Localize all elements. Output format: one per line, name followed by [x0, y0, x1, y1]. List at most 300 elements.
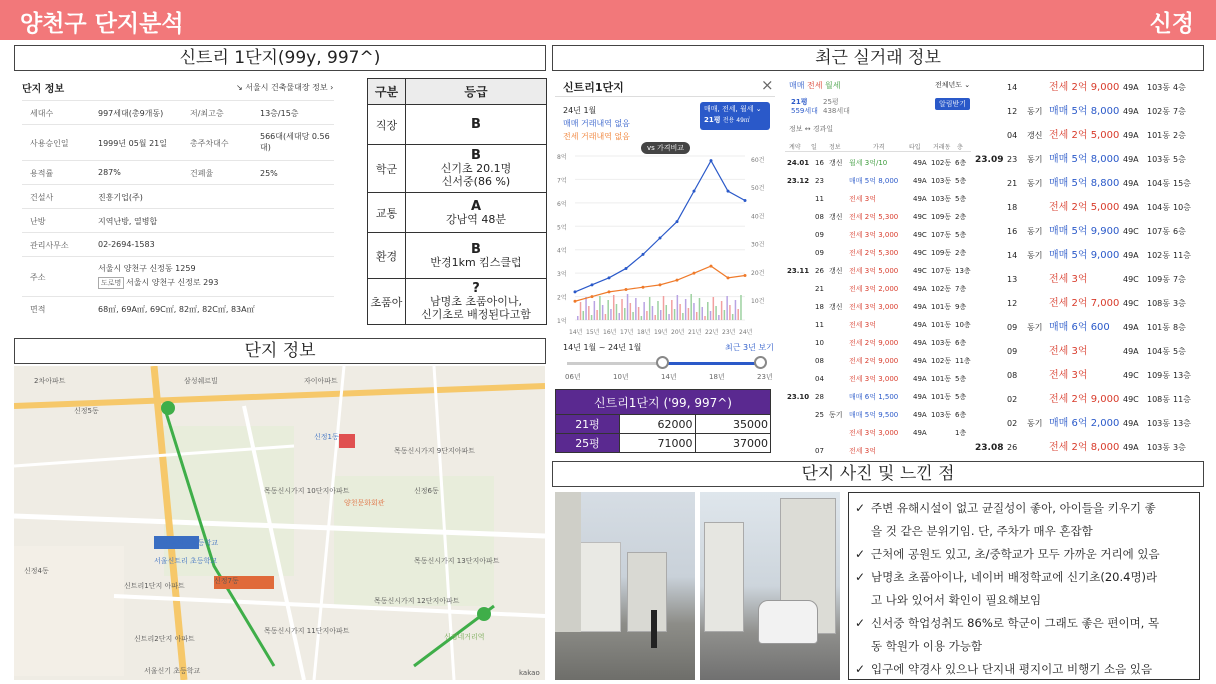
volume-bar	[638, 307, 640, 320]
trade-list-cell-d: 14	[1007, 83, 1018, 92]
volume-bar	[729, 305, 731, 320]
grade-value	[406, 233, 547, 279]
trade-cell-d: 25	[815, 411, 824, 419]
trade-list-cell-f: 8층	[1173, 323, 1186, 332]
grade-value	[406, 145, 547, 193]
info-value: 566대(세대당 0.56대)	[260, 132, 330, 152]
volume-bar	[718, 315, 720, 320]
series-point	[659, 237, 662, 240]
trade-list-cell-d: 14	[1007, 251, 1018, 260]
y2-tick-label: 20건	[751, 269, 765, 277]
volume-bar	[649, 297, 651, 320]
info-row	[22, 256, 334, 296]
trade-cell-p: 전세 2억 5,300	[849, 213, 899, 221]
map-label: 서울양원초등학교	[164, 539, 219, 547]
grade-header-grade: 등급	[406, 79, 547, 105]
size-25[interactable]: 25평 438세대	[823, 98, 850, 115]
size-21[interactable]: 21평 559세대	[791, 98, 818, 115]
info-row	[22, 184, 334, 208]
trade-cell-dong: 101동	[931, 375, 952, 383]
note-line: ✓ 입구에 약경사 있으나 단지내 평지이고 비행기 소음 있음	[855, 658, 1193, 681]
trade-cell-f: 6층	[955, 159, 967, 167]
trade-list-row[interactable]	[975, 148, 1197, 172]
trade-column-label: 일	[811, 144, 817, 151]
info-row	[22, 100, 334, 124]
trade-list-cell-p: 전세 2억 5,000	[1049, 202, 1120, 213]
trade-row[interactable]	[785, 280, 971, 298]
trade-list-row[interactable]	[975, 388, 1197, 412]
map-label: 목동신시가지 13단지아파트	[414, 557, 500, 565]
trade-cell-ty: 49A	[913, 411, 927, 419]
trade-list-row[interactable]	[975, 436, 1197, 460]
trade-cell-f: 1층	[955, 429, 967, 437]
trade-cell-f: 13층	[955, 267, 971, 275]
trade-list-cell-dong: 102동	[1147, 251, 1170, 260]
region-label: 신정	[1149, 11, 1194, 37]
trade-list-cell-ty: 49A	[1123, 419, 1139, 428]
volume-bar	[690, 294, 692, 320]
volume-bar	[624, 308, 626, 320]
trade-list-row[interactable]	[975, 316, 1197, 340]
info-table-title: 단지 정보	[22, 84, 65, 95]
trade-list-cell-dong: 107동	[1147, 227, 1170, 236]
trade-list-cell-p: 전세 3억	[1049, 370, 1088, 381]
volume-bar	[594, 301, 596, 320]
trade-list-cell-d: 13	[1007, 275, 1018, 284]
chart-month: 24년 1월	[563, 106, 597, 115]
volume-bar	[591, 315, 593, 320]
trade-cell-dong: 107동	[931, 267, 952, 275]
info-key: 사용승인일	[30, 139, 69, 148]
trade-cell-f: 2층	[955, 213, 967, 221]
x-tick-label: 19년	[654, 329, 668, 336]
range-fill	[662, 362, 762, 365]
trade-cell-t: 갱신	[829, 159, 843, 167]
trade-list-cell-f: 4층	[1173, 83, 1186, 92]
info-key: 용적률	[30, 169, 54, 178]
trade-list-cell-d: 16	[1007, 227, 1018, 236]
trade-row[interactable]	[785, 388, 971, 406]
trade-row[interactable]	[785, 190, 971, 208]
volume-bar	[627, 294, 629, 320]
photos-heading: 단지 사진 및 느낀 점	[552, 461, 1204, 487]
volume-bar	[635, 298, 637, 320]
info-row	[22, 124, 334, 160]
price-chart-panel	[555, 74, 775, 384]
trade-panel	[785, 74, 971, 460]
trade-list-cell-p: 전세 2억 8,000	[1049, 442, 1120, 453]
trade-list-cell-t: 동기	[1027, 107, 1043, 116]
trade-cell-d: 11	[815, 195, 824, 203]
trade-list-cell-p: 전세 3억	[1049, 274, 1088, 285]
range-handle-end[interactable]	[754, 356, 767, 369]
trade-list-cell-t: 동기	[1027, 227, 1043, 236]
trade-list-cell-ty: 49A	[1123, 323, 1139, 332]
trade-cell-ty: 49A	[913, 393, 927, 401]
trade-cell-dong: 109동	[931, 213, 952, 221]
info-key: 총주차대수	[190, 139, 229, 148]
grade-category: 학군	[368, 145, 406, 193]
volume-bar	[702, 307, 704, 320]
trade-list-cell-f: 5층	[1173, 155, 1186, 164]
volume-bar	[643, 302, 645, 320]
trade-cell-f: 5층	[955, 375, 967, 383]
trade-cell-ty: 49A	[913, 357, 927, 365]
location-map[interactable]	[14, 366, 545, 680]
trade-list-cell-ty: 49C	[1123, 371, 1139, 380]
note-line: 고 나와 있어서 확인이 필요해보임	[871, 593, 1042, 607]
trade-list-row[interactable]	[975, 78, 1197, 100]
volume-bar	[602, 305, 604, 320]
trade-cell-d: 23	[815, 177, 824, 185]
trade-cell-ty: 49A	[913, 195, 927, 203]
info-value: 68㎡, 69A㎡, 69C㎡, 82㎡, 82C㎡, 83A㎡	[98, 305, 255, 314]
trade-list-row[interactable]	[975, 172, 1197, 196]
map-label: kakao	[519, 669, 540, 677]
trade-cell-dong: 103동	[931, 195, 952, 203]
trade-cell-f: 5층	[955, 195, 967, 203]
trade-cell-p: 전세 3억 3,000	[849, 375, 899, 383]
trade-row[interactable]	[785, 226, 971, 244]
trade-cell-t: 갱신	[829, 303, 843, 311]
price-row	[556, 415, 771, 434]
x-tick-label: 14년	[569, 329, 583, 336]
trade-cell-f: 5층	[955, 231, 967, 239]
series-point	[744, 199, 747, 202]
alert-button[interactable]: 알림받기	[935, 98, 970, 110]
trade-row[interactable]	[785, 298, 971, 316]
trade-cell-ty: 49A	[913, 429, 927, 437]
trade-cell-d: 08	[815, 357, 824, 365]
sort-option[interactable]: 정보 ↔ 경과일	[789, 125, 834, 133]
trade-cell-d: 04	[815, 375, 824, 383]
x-tick-label: 24년	[739, 329, 753, 336]
trade-cell-ty: 49C	[913, 213, 927, 221]
trade-list-cell-d: 09	[1007, 323, 1018, 332]
trade-list-cell-dong: 103동	[1147, 83, 1170, 92]
trade-list-cell-f: 11층	[1173, 395, 1191, 404]
trade-list-cell-dong: 108동	[1147, 395, 1170, 404]
trade-cell-p: 전세 3억	[849, 195, 876, 203]
trade-list-cell-ym: 23.08	[975, 443, 1004, 453]
volume-bar	[704, 316, 706, 320]
y-tick-label: 2억	[557, 294, 567, 302]
trade-list-cell-f: 7층	[1173, 275, 1186, 284]
volume-bar	[735, 300, 737, 320]
trade-cell-f: 6층	[955, 339, 967, 347]
trade-cell-p: 월세 3억/10	[849, 159, 888, 167]
price-line-chart	[555, 152, 775, 338]
trade-list-cell-ty: 49C	[1123, 299, 1139, 308]
trade-cell-ym: 24.01	[787, 159, 810, 167]
trade-list-cell-d: 26	[1007, 443, 1018, 452]
trade-cell-p: 전세 3억 3,000	[849, 231, 899, 239]
trade-cell-t: 갱신	[829, 213, 843, 221]
divider	[555, 96, 775, 97]
volume-bar	[674, 309, 676, 320]
series-point	[710, 265, 713, 268]
trade-column-label: 정보	[829, 144, 841, 151]
y2-tick-label: 60건	[751, 157, 765, 164]
trade-column-label: 층	[957, 144, 963, 151]
volume-bar	[621, 299, 623, 320]
trade-list-cell-f: 2층	[1173, 131, 1186, 140]
trade-cell-f: 10층	[955, 321, 971, 329]
volume-bar	[585, 297, 587, 320]
trade-list-row[interactable]	[975, 220, 1197, 244]
trade-list-cell-d: 04	[1007, 131, 1018, 140]
series-point	[591, 295, 594, 298]
trade-list-cell-f: 11층	[1173, 251, 1191, 260]
x-tick-label: 18년	[637, 329, 651, 336]
volume-bar	[668, 314, 670, 320]
series-point	[574, 290, 577, 293]
size-cell: 25평	[556, 434, 620, 453]
volume-bar	[707, 302, 709, 320]
trade-list-cell-ym: 23.09	[975, 155, 1004, 165]
map-label: 목동신시가지 11단지아파트	[264, 627, 350, 635]
trade-list-row[interactable]	[975, 412, 1197, 436]
trade-list-row[interactable]	[975, 124, 1197, 148]
info-row	[22, 208, 334, 232]
trade-list-cell-d: 02	[1007, 419, 1018, 428]
info-key: 주소	[30, 273, 46, 282]
trade-list-cell-dong: 109동	[1147, 371, 1170, 380]
trade-list-cell-f: 6층	[1173, 227, 1186, 236]
trade-cell-d: 08	[815, 213, 824, 221]
grade-category: 교통	[368, 193, 406, 233]
volume-bar	[652, 306, 654, 320]
info-row	[22, 232, 334, 256]
trade-row[interactable]	[785, 244, 971, 262]
trade-row[interactable]	[785, 172, 971, 190]
note-line: ✓ 주변 유해시설이 없고 균질성이 좋아, 아이들을 키우기 좋	[855, 497, 1193, 520]
trade-cell-ym: 23.12	[787, 177, 810, 185]
grade-row	[368, 193, 547, 233]
trade-cell-dong: 101동	[931, 393, 952, 401]
trade-list-cell-f: 3층	[1173, 299, 1186, 308]
trade-cell-dong: 102동	[931, 159, 952, 167]
trade-list-cell-ty: 49A	[1123, 83, 1139, 92]
series-point	[642, 286, 645, 289]
trade-list-row[interactable]	[975, 244, 1197, 268]
map-label: 삼성쉐르빌	[184, 377, 218, 385]
volume-bar	[630, 303, 632, 320]
trade-list-row[interactable]	[975, 196, 1197, 220]
trade-cell-ym: 23.10	[787, 393, 810, 401]
volume-bar	[677, 295, 679, 320]
jeonse-price-cell: 35000	[695, 415, 771, 434]
trade-list-row[interactable]	[975, 268, 1197, 292]
trade-cell-f: 7층	[955, 285, 967, 293]
volume-bar	[641, 316, 643, 320]
volume-bar	[577, 316, 579, 320]
trade-row[interactable]	[785, 370, 971, 388]
trade-list-cell-f: 13층	[1173, 419, 1191, 428]
map-label: 서울신트리 초등학교	[154, 557, 218, 565]
jeonse-price-cell: 37000	[695, 434, 771, 453]
trade-list-row[interactable]	[975, 292, 1197, 316]
trade-list-cell-ty: 49A	[1123, 107, 1139, 116]
trade-list-cell-p: 매매 6억 2,000	[1049, 418, 1120, 429]
trade-row[interactable]	[785, 424, 971, 442]
volume-bar	[721, 301, 723, 320]
building-registry-link[interactable]: ↘ 서울시 건축물대장 정보 ›	[236, 83, 334, 92]
trade-row[interactable]	[785, 352, 971, 370]
volume-bar	[588, 306, 590, 320]
trade-list-cell-p: 전세 2억 5,000	[1049, 130, 1120, 141]
y-tick-label: 8억	[557, 154, 567, 161]
trade-cell-d: 18	[815, 303, 824, 311]
trade-list-cell-f: 10층	[1173, 203, 1191, 212]
trade-list-cell-dong: 108동	[1147, 299, 1170, 308]
y2-tick-label: 40건	[751, 213, 765, 221]
price-summary-table	[555, 389, 771, 453]
trade-list-cell-p: 전세 2억 7,000	[1049, 298, 1120, 309]
volume-bar	[580, 302, 582, 320]
trade-row[interactable]	[785, 316, 971, 334]
trade-column-label: 계약	[789, 144, 801, 151]
type-dropdown[interactable]: 매매, 전세, 월세 ⌄ 21평 전용 49㎡	[700, 102, 770, 130]
trade-cell-d: 11	[815, 321, 824, 329]
volume-bar	[713, 297, 715, 320]
volume-bar	[740, 295, 742, 320]
trade-cell-d: 09	[815, 231, 824, 239]
trade-list-cell-p: 매매 5억 9,000	[1049, 250, 1120, 261]
map-label: 신정5동	[74, 407, 99, 415]
trade-cell-f: 6층	[955, 411, 967, 419]
volume-bar	[632, 312, 634, 320]
trade-list-cell-d: 12	[1007, 299, 1018, 308]
trade-cell-p: 전세 3억 3,000	[849, 429, 899, 437]
trade-list-cell-ty: 49A	[1123, 347, 1139, 356]
volume-bar	[693, 303, 695, 320]
no-jeonse-text: 전세 거래내역 없음	[563, 132, 630, 141]
grade-row	[368, 279, 547, 325]
trade-list-row[interactable]	[975, 364, 1197, 388]
trade-type-tabs[interactable]: 매매 전세 월세	[789, 81, 841, 90]
title-banner	[0, 0, 1216, 40]
grade-letter: B	[471, 117, 481, 132]
trade-list-row[interactable]	[975, 100, 1197, 124]
volume-bar	[724, 310, 726, 320]
close-icon[interactable]: ×	[761, 76, 774, 94]
trade-list-cell-d: 18	[1007, 203, 1018, 212]
volume-bar	[732, 314, 734, 320]
volume-bar	[685, 299, 687, 320]
trade-cell-ty: 49A	[913, 159, 927, 167]
complex-photo-1	[555, 492, 695, 680]
compare-button[interactable]: vs 가격비교	[641, 142, 690, 154]
volume-bar	[596, 310, 598, 320]
trade-list-row[interactable]	[975, 340, 1197, 364]
map-label: 서울신기 초등학교	[144, 667, 201, 675]
trade-row[interactable]	[785, 208, 971, 226]
trade-row[interactable]	[785, 442, 971, 460]
trade-cell-f: 5층	[955, 393, 967, 401]
trade-list-cell-ty: 49C	[1123, 227, 1139, 236]
grade-row	[368, 145, 547, 193]
trade-list-cell-t: 갱신	[1027, 131, 1043, 140]
trade-cell-ty: 49A	[913, 177, 927, 185]
slider-label: 14년	[661, 373, 677, 381]
info-value: 1999년 05월 21일	[98, 139, 167, 148]
trade-row[interactable]	[785, 334, 971, 352]
volume-bar	[619, 313, 621, 320]
x-tick-label: 22년	[705, 329, 719, 336]
trade-row[interactable]	[785, 262, 971, 280]
range-handle-start[interactable]	[656, 356, 669, 369]
volume-bar	[737, 309, 739, 320]
y-tick-label: 1억	[557, 318, 567, 325]
recent-3y-link[interactable]: 최근 3년 보기	[725, 343, 774, 352]
trade-row[interactable]	[785, 406, 971, 424]
info-key: 건폐율	[190, 169, 214, 178]
trade-cell-f: 9층	[955, 303, 967, 311]
grade-description: 신기초 20.1명 신서중(86 %)	[440, 162, 512, 188]
volume-bar	[599, 296, 601, 320]
map-label: 양천문화회관	[344, 499, 385, 507]
info-value: 13층/15층	[260, 109, 299, 118]
trade-list-cell-f: 15층	[1173, 179, 1191, 188]
trade-list-cell-ty: 49A	[1123, 203, 1139, 212]
trade-list	[975, 78, 1197, 460]
trade-cell-p: 전세 3억	[849, 321, 876, 329]
info-value: 진흥기업(주)	[98, 193, 143, 202]
trade-list-cell-p: 매매 5억 8,000	[1049, 106, 1120, 117]
trade-cell-p: 매매 5억 8,000	[849, 177, 899, 185]
volume-bar	[660, 310, 662, 320]
grade-category: 초품아	[368, 279, 406, 325]
grade-row	[368, 105, 547, 145]
info-value: 02-2694-1583	[98, 240, 155, 249]
grade-category: 환경	[368, 233, 406, 279]
info-row	[22, 296, 334, 320]
trade-list-cell-ty: 49C	[1123, 275, 1139, 284]
trade-columns	[785, 140, 971, 152]
series-point	[676, 220, 679, 223]
trade-cell-p: 전세 3억 5,000	[849, 267, 899, 275]
trade-cell-dong: 109동	[931, 249, 952, 257]
trade-list-cell-ty: 49A	[1123, 251, 1139, 260]
volume-bar	[682, 313, 684, 320]
trade-row[interactable]	[785, 154, 971, 172]
grade-letter: A	[470, 198, 482, 214]
info-value: 997세대(총9개동)	[98, 109, 164, 118]
trade-cell-d: 10	[815, 339, 824, 347]
trade-list-cell-dong: 104동	[1147, 203, 1170, 212]
trade-cell-ty: 49C	[913, 249, 927, 257]
year-filter[interactable]: 전체년도 ⌄	[935, 81, 971, 89]
trade-cell-d: 26	[815, 267, 824, 275]
series-point	[608, 276, 611, 279]
y-tick-label: 6억	[557, 200, 567, 208]
trades-heading: 최근 실거래 정보	[552, 45, 1204, 71]
grade-letter: B	[471, 148, 481, 163]
volume-bar	[715, 306, 717, 320]
map-label: 신트리2단지 아파트	[134, 635, 195, 643]
trade-list-cell-d: 08	[1007, 371, 1018, 380]
volume-bar	[607, 300, 609, 320]
note-line: ✓ 신서중 학업성취도 86%로 학군이 그래도 좋은 편이며, 목	[855, 612, 1193, 635]
slider-label: 23년	[757, 373, 773, 381]
trade-cell-d: 21	[815, 285, 824, 293]
grade-table	[367, 78, 547, 325]
grade-description: 남명초 초품아이나, 신기초로 배정된다고함	[421, 295, 531, 321]
series-point	[625, 288, 628, 291]
trade-list-cell-dong: 109동	[1147, 275, 1170, 284]
grade-letter: B	[471, 241, 481, 257]
